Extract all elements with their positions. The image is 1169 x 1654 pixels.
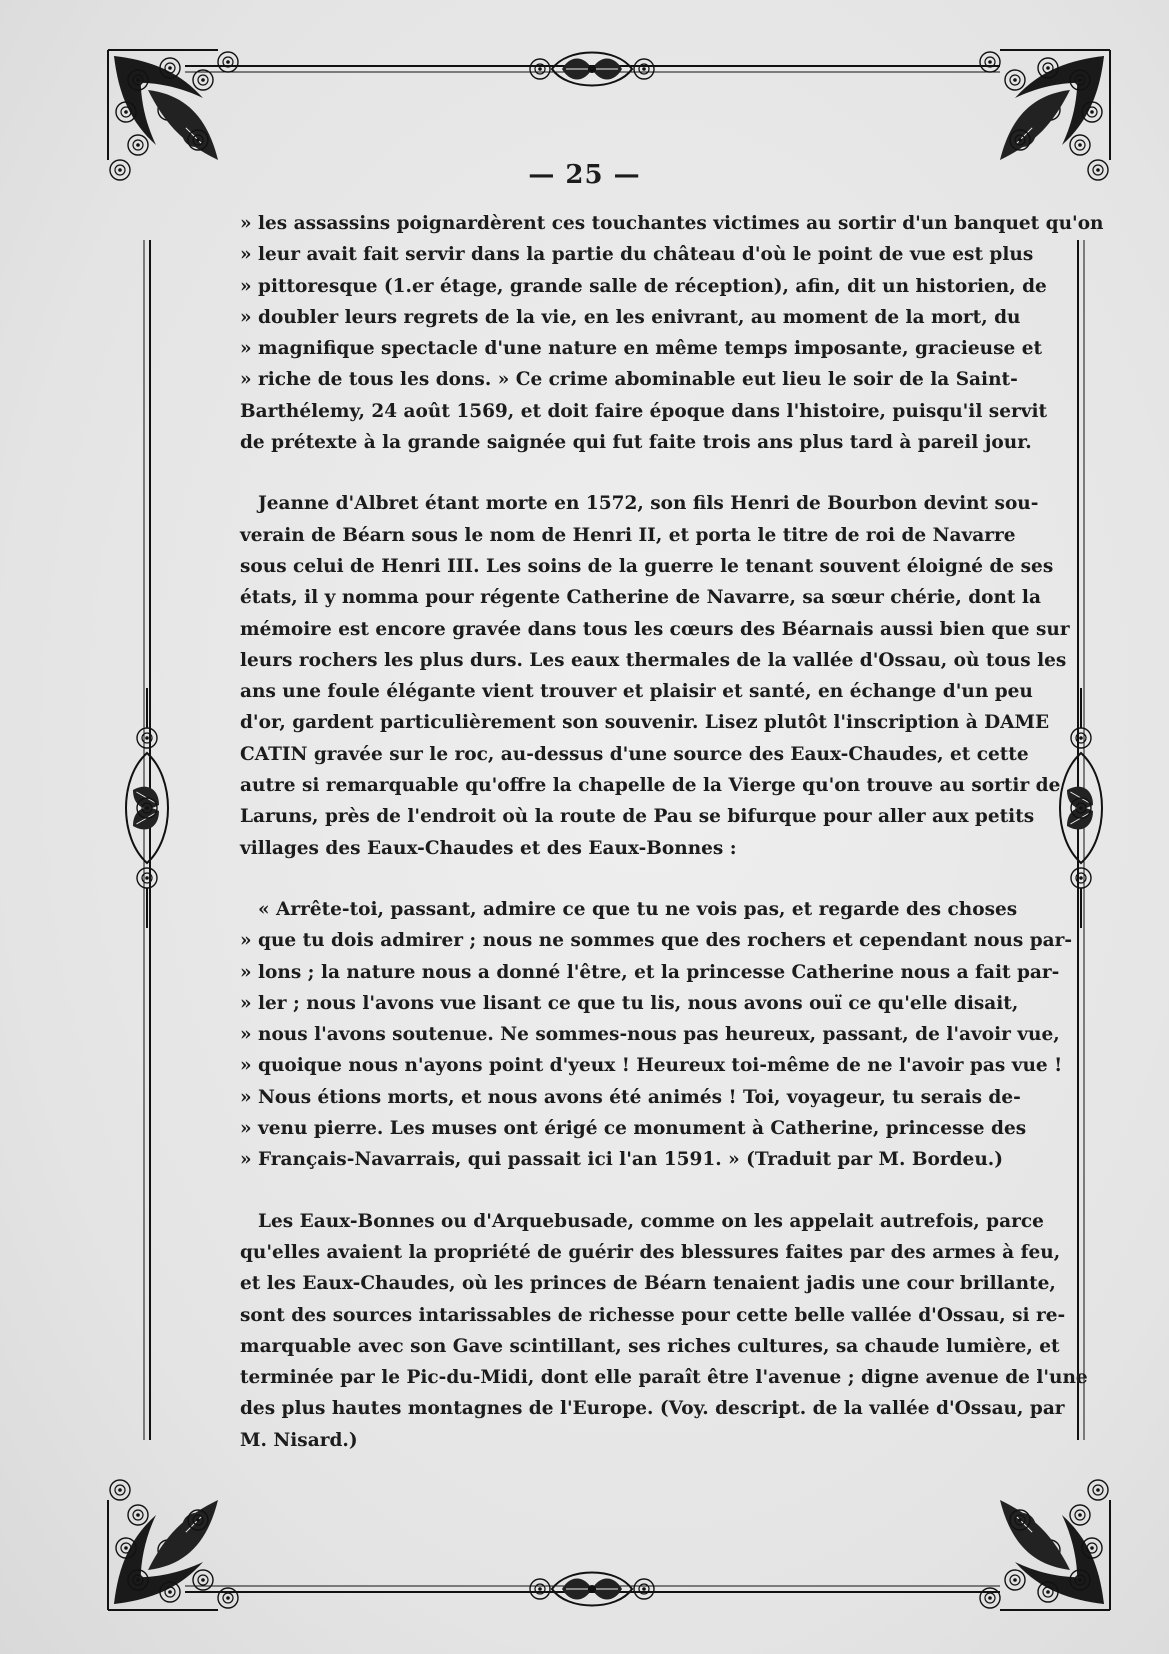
text-line: états, il y nomma pour régente Catherine de Navarre, sa sœur chérie, dont la: [240, 587, 1041, 609]
text-line: » Français-Navarrais, qui passait ici l'an 1591. » (Traduit par M. Bordeu.): [240, 1149, 1003, 1171]
text-line: » les assassins poignardèrent ces touchantes victimes au sortir d'un banquet qu'on: [240, 213, 1104, 234]
text-line: Barthélemy, 24 août 1569, et doit faire époque dans l'histoire, puisqu'il servit: [240, 400, 1048, 422]
text-line: Les Eaux-Bonnes ou d'Arquebusade, comme on les appelait autrefois, parce: [258, 1210, 1044, 1232]
text-line: autre si remarquable qu'offre la chapelle de la Vierge qu'on trouve au sortir de: [240, 775, 1061, 797]
text-line: d'or, gardent particulièrement son souvenir. Lisez plutôt l'inscription à DAME: [240, 712, 1050, 734]
text-line: » doubler leurs regrets de la vie, en les enivrant, au moment de la mort, du: [240, 306, 1021, 328]
text-line: et les Eaux-Chaudes, où les princes de Béarn tenaient jadis une cour brillante,: [240, 1273, 1056, 1295]
text-line: CATIN gravée sur le roc, au-dessus d'une source des Eaux-Chaudes, et cette: [240, 743, 1029, 765]
text-line: » riche de tous les dons. » Ce crime abominable eut lieu le soir de la Saint-: [240, 369, 1018, 391]
text-line: mémoire est encore gravée dans tous les cœurs des Béarnais aussi bien que sur: [240, 618, 1070, 640]
text-line: sont des sources intarissables de richesse pour cette belle vallée d'Ossau, si re-: [240, 1304, 1066, 1326]
text-line: des plus hautes montagnes de l'Europe. (Voy. descript. de la vallée d'Ossau, par: [240, 1398, 1065, 1420]
text-line: » que tu dois admirer ; nous ne sommes que des rochers et cependant nous par-: [240, 930, 1073, 952]
text-line: ans une foule élégante vient trouver et plaisir et santé, en échange d'un peu: [240, 681, 1033, 703]
top-center-ornament: [530, 53, 654, 86]
paragraph-jeanne-albret: [240, 488, 1070, 864]
paragraph-inscription: [240, 894, 1073, 1176]
text-line: » magnifique spectacle d'une nature en même temps imposante, gracieuse et: [240, 338, 1043, 360]
text-line: verain de Béarn sous le nom de Henri II, et porta le titre de roi de Navarre: [240, 524, 1016, 546]
text-line: » pittoresque (1.er étage, grande salle de réception), afin, dit un historien, de: [240, 275, 1047, 297]
text-line: sous celui de Henri III. Les soins de la guerre le tenant souvent éloigné de ses: [240, 555, 1054, 577]
text-line: » leur avait fait servir dans la partie du château d'où le point de vue est plus: [240, 244, 1034, 266]
text-line: qu'elles avaient la propriété de guérir des blessures faites par des armes à feu,: [240, 1241, 1061, 1263]
corner-ornament-bottom-right: [980, 1480, 1110, 1610]
text-line: « Arrête-toi, passant, admire ce que tu ne vois pas, et regarde des choses: [258, 898, 1018, 920]
left-center-ornament: [126, 688, 168, 928]
paragraph-eaux-bonnes: [240, 1206, 1088, 1456]
bottom-center-ornament: [530, 1573, 654, 1606]
text-line: » ler ; nous l'avons vue lisant ce que tu lis, nous avons ouï ce qu'elle disait,: [240, 992, 1019, 1014]
right-center-ornament: [1060, 688, 1102, 928]
text-line: marquable avec son Gave scintillant, ses riches cultures, sa chaude lumière, et: [240, 1335, 1060, 1357]
paragraph-gap: [240, 1176, 988, 1206]
text-line: villages des Eaux-Chaudes et des Eaux-Bonnes :: [240, 837, 737, 859]
text-line: terminée par le Pic-du-Midi, dont elle paraît être l'avenue ; digne avenue de l'une: [240, 1367, 1088, 1389]
text-line: Jeanne d'Albret étant morte en 1572, son fils Henri de Bourbon devint sou-: [258, 493, 1039, 515]
text-line: » quoique nous n'ayons point d'yeux ! Heureux toi-même de ne l'avoir pas vue !: [240, 1055, 1063, 1077]
text-line: » venu pierre. Les muses ont érigé ce monument à Catherine, princesse des: [240, 1118, 1027, 1140]
text-line: » lons ; la nature nous a donné l'être, et la princesse Catherine nous a fait par-: [240, 961, 1060, 983]
paragraph-massacre: [240, 208, 1104, 458]
text-line: Laruns, près de l'endroit où la route de Pau se bifurque pour aller aux petits: [240, 806, 1035, 828]
body-text: [240, 208, 1104, 1456]
text-line: » nous l'avons soutenue. Ne sommes-nous pas heureux, passant, de l'avoir vue,: [240, 1024, 1060, 1046]
text-line: de prétexte à la grande saignée qui fut faite trois ans plus tard à pareil jour.: [240, 432, 1032, 454]
paragraph-gap: [240, 864, 988, 894]
paragraph-gap: [240, 458, 988, 488]
page-number: — 25 —: [528, 160, 641, 190]
text-line: leurs rochers les plus durs. Les eaux thermales de la vallée d'Ossau, où tous les: [240, 649, 1067, 671]
text-line: » Nous étions morts, et nous avons été animés ! Toi, voyageur, tu serais de-: [240, 1086, 1021, 1108]
text-line: M. Nisard.): [240, 1429, 358, 1451]
corner-ornament-bottom-left: [108, 1480, 238, 1610]
